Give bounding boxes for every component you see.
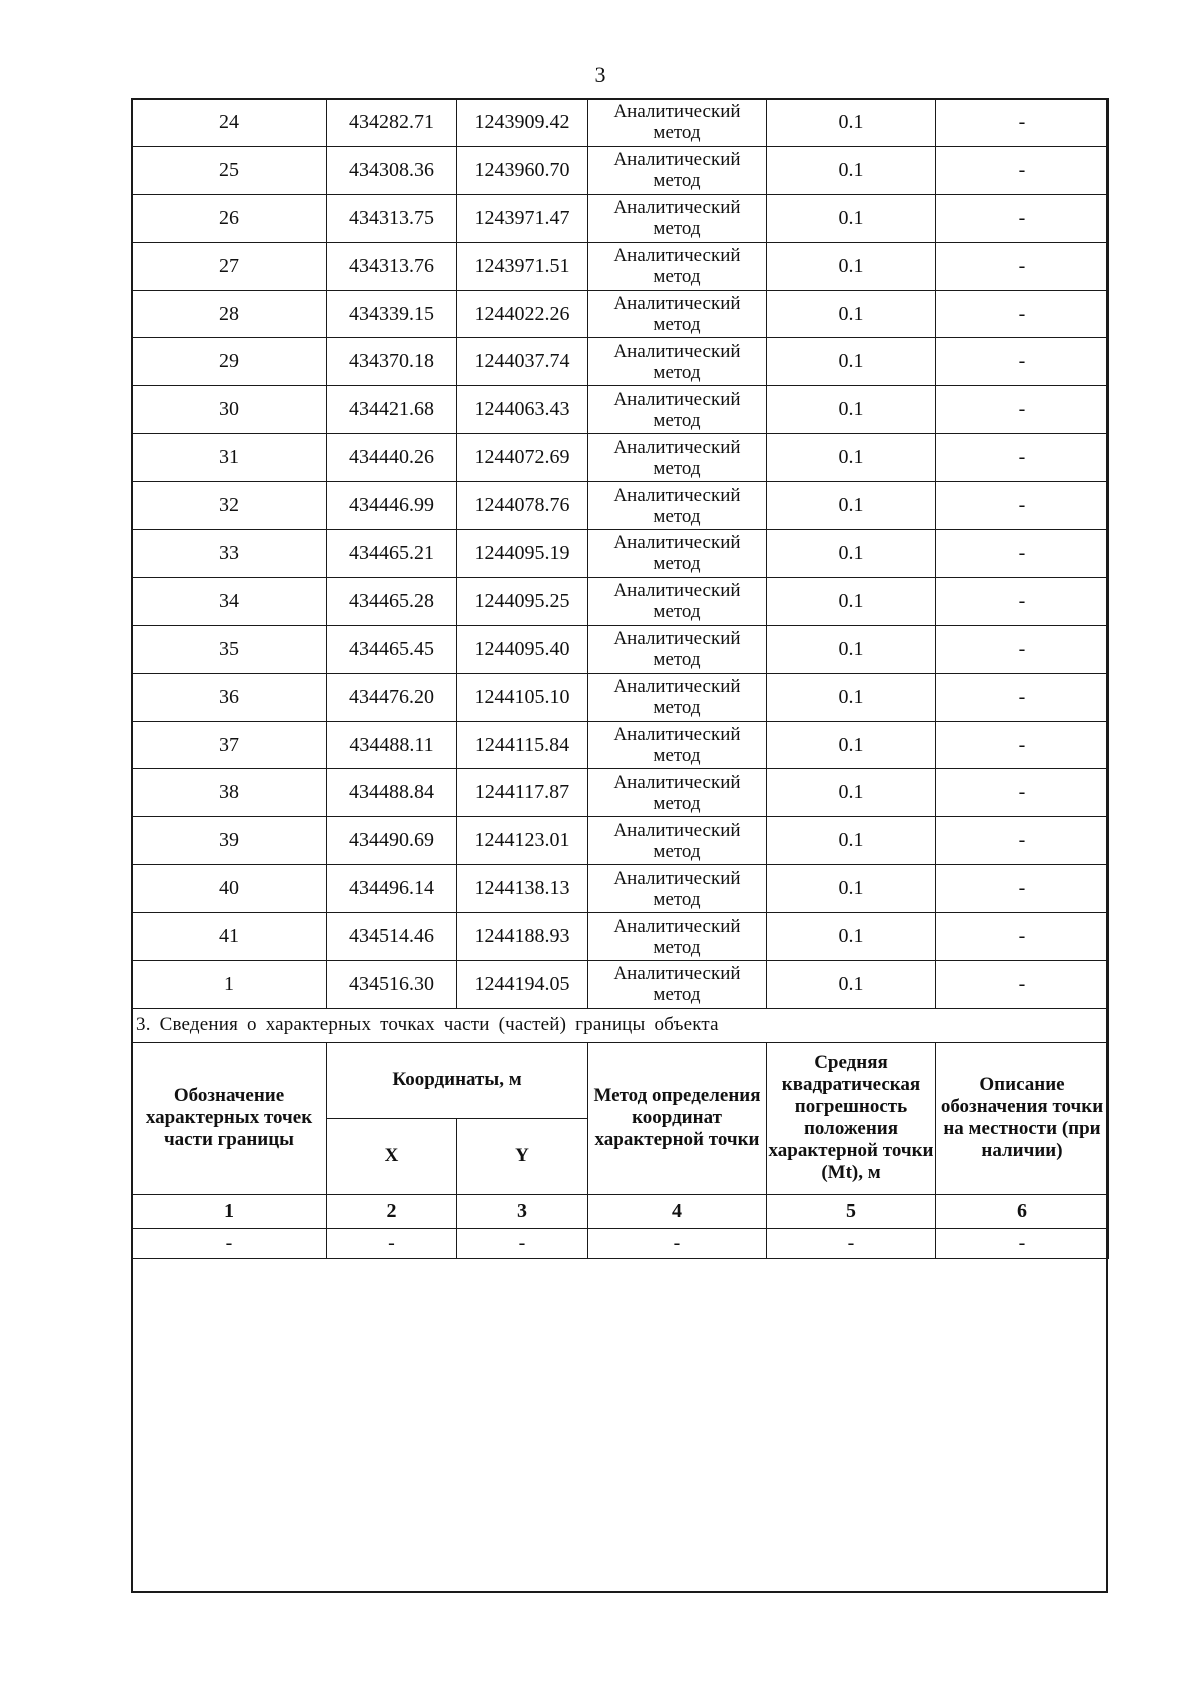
column-number: 5 <box>767 1194 936 1228</box>
method-text: метод <box>653 745 701 767</box>
error-cell: 0.1 <box>767 817 936 865</box>
method-cell <box>588 577 767 625</box>
description-cell: - <box>936 961 1109 1009</box>
description-cell: - <box>936 769 1109 817</box>
method-text: метод <box>653 122 701 144</box>
y-cell: 1244115.84 <box>457 721 588 769</box>
table-row <box>132 961 1109 1009</box>
method-text: Аналитический <box>613 532 741 554</box>
description-cell: - <box>936 817 1109 865</box>
y-cell: 1244037.74 <box>457 338 588 386</box>
method-cell <box>588 242 767 290</box>
description-cell: - <box>936 530 1109 578</box>
method-cell <box>588 146 767 194</box>
method-cell <box>588 625 767 673</box>
method-text: метод <box>653 314 701 335</box>
method-text: Аналитический <box>613 724 741 746</box>
description-cell: - <box>936 482 1109 530</box>
x-cell: 434282.71 <box>327 99 457 147</box>
x-cell: 434476.20 <box>327 673 457 721</box>
x-cell: 434465.28 <box>327 577 457 625</box>
error-cell: 0.1 <box>767 530 936 578</box>
description-cell: - <box>936 242 1109 290</box>
y-cell: 1244078.76 <box>457 482 588 530</box>
point-cell: 31 <box>132 434 327 482</box>
table-row <box>132 769 1109 817</box>
method-text: метод <box>653 792 701 814</box>
description-cell: - <box>936 721 1109 769</box>
column-number: 1 <box>132 1194 327 1228</box>
y-cell: 1244123.01 <box>457 817 588 865</box>
column-numbers-row <box>132 1194 1109 1228</box>
empty-cell: - <box>936 1228 1109 1258</box>
header-y: Y <box>457 1118 588 1194</box>
section3 <box>132 1008 1109 1258</box>
method-cell <box>588 721 767 769</box>
empty-cell: - <box>132 1228 327 1258</box>
x-cell: 434446.99 <box>327 482 457 530</box>
x-cell: 434313.75 <box>327 194 457 242</box>
method-text: метод <box>653 888 701 910</box>
header-coordinates: Координаты, м <box>327 1042 588 1118</box>
method-text: Аналитический <box>613 245 741 267</box>
y-cell: 1244117.87 <box>457 769 588 817</box>
y-cell: 1244194.05 <box>457 961 588 1009</box>
method-text: метод <box>653 697 701 719</box>
x-cell: 434421.68 <box>327 386 457 434</box>
description-cell: - <box>936 625 1109 673</box>
point-cell: 1 <box>132 961 327 1009</box>
x-cell: 434313.76 <box>327 242 457 290</box>
section3-title: 3. Сведения о характерных точках части (частей) границы объекта <box>132 1008 1109 1042</box>
method-text: Аналитический <box>613 101 741 123</box>
y-cell: 1244095.25 <box>457 577 588 625</box>
method-text: Аналитический <box>613 293 741 314</box>
table-row <box>132 434 1109 482</box>
table-row <box>132 242 1109 290</box>
error-cell: 0.1 <box>767 769 936 817</box>
method-text: Аналитический <box>613 580 741 602</box>
point-cell: 27 <box>132 242 327 290</box>
y-cell: 1243909.42 <box>457 99 588 147</box>
method-text: Аналитический <box>613 676 741 698</box>
point-cell: 26 <box>132 194 327 242</box>
method-text: метод <box>653 649 701 671</box>
x-cell: 434339.15 <box>327 290 457 338</box>
column-number: 2 <box>327 1194 457 1228</box>
error-cell: 0.1 <box>767 338 936 386</box>
x-cell: 434488.11 <box>327 721 457 769</box>
method-text: Аналитический <box>613 197 741 219</box>
empty-row <box>132 1228 1109 1258</box>
method-text: метод <box>653 218 701 240</box>
y-cell: 1244063.43 <box>457 386 588 434</box>
description-cell: - <box>936 913 1109 961</box>
table-row <box>132 817 1109 865</box>
table-row <box>132 721 1109 769</box>
description-cell: - <box>936 99 1109 147</box>
error-cell: 0.1 <box>767 721 936 769</box>
description-cell: - <box>936 194 1109 242</box>
point-cell: 37 <box>132 721 327 769</box>
method-text: метод <box>653 553 701 575</box>
point-cell: 35 <box>132 625 327 673</box>
column-number: 3 <box>457 1194 588 1228</box>
page-number: 3 <box>594 62 606 87</box>
point-cell: 30 <box>132 386 327 434</box>
table-row <box>132 577 1109 625</box>
error-cell: 0.1 <box>767 673 936 721</box>
error-cell: 0.1 <box>767 99 936 147</box>
method-text: метод <box>653 601 701 623</box>
y-cell: 1244138.13 <box>457 865 588 913</box>
method-cell <box>588 338 767 386</box>
point-cell: 25 <box>132 146 327 194</box>
x-cell: 434488.84 <box>327 769 457 817</box>
method-cell <box>588 482 767 530</box>
error-cell: 0.1 <box>767 865 936 913</box>
header-description: Описание обозначения точки на местности (при наличии) <box>936 1042 1109 1194</box>
method-text: Аналитический <box>613 436 741 458</box>
point-cell: 24 <box>132 99 327 147</box>
error-cell: 0.1 <box>767 242 936 290</box>
method-cell <box>588 434 767 482</box>
table-row <box>132 865 1109 913</box>
x-cell: 434496.14 <box>327 865 457 913</box>
empty-cell: - <box>767 1228 936 1258</box>
method-cell <box>588 817 767 865</box>
table-row <box>132 913 1109 961</box>
boundary-points-body <box>132 99 1109 1009</box>
error-cell: 0.1 <box>767 146 936 194</box>
y-cell: 1244095.19 <box>457 530 588 578</box>
table-row <box>132 530 1109 578</box>
boundary-points-table <box>131 98 1109 1259</box>
method-text: метод <box>653 409 701 431</box>
header-x: X <box>327 1118 457 1194</box>
method-text: Аналитический <box>613 340 741 362</box>
point-cell: 40 <box>132 865 327 913</box>
empty-cell: - <box>457 1228 588 1258</box>
method-cell <box>588 673 767 721</box>
method-text: метод <box>653 505 701 527</box>
method-cell <box>588 961 767 1009</box>
y-cell: 1243960.70 <box>457 146 588 194</box>
point-cell: 28 <box>132 290 327 338</box>
y-cell: 1243971.51 <box>457 242 588 290</box>
method-text: Аналитический <box>613 628 741 650</box>
point-cell: 32 <box>132 482 327 530</box>
method-text: метод <box>653 984 701 1006</box>
point-cell: 39 <box>132 817 327 865</box>
point-cell: 38 <box>132 769 327 817</box>
x-cell: 434440.26 <box>327 434 457 482</box>
description-cell: - <box>936 434 1109 482</box>
column-number: 6 <box>936 1194 1109 1228</box>
y-cell: 1244105.10 <box>457 673 588 721</box>
empty-cell: - <box>327 1228 457 1258</box>
error-cell: 0.1 <box>767 913 936 961</box>
table-row <box>132 194 1109 242</box>
table-row <box>132 625 1109 673</box>
header-error: Средняя квадратическая погрешность положения характерной точки (Mt), м <box>767 1042 936 1194</box>
method-cell <box>588 530 767 578</box>
method-text: Аналитический <box>613 484 741 506</box>
empty-cell: - <box>588 1228 767 1258</box>
x-cell: 434308.36 <box>327 146 457 194</box>
method-text: метод <box>653 457 701 479</box>
method-cell <box>588 913 767 961</box>
method-text: метод <box>653 936 701 958</box>
point-cell: 36 <box>132 673 327 721</box>
point-cell: 33 <box>132 530 327 578</box>
method-cell <box>588 386 767 434</box>
column-number: 4 <box>588 1194 767 1228</box>
method-text: метод <box>653 266 701 288</box>
y-cell: 1244072.69 <box>457 434 588 482</box>
description-cell: - <box>936 577 1109 625</box>
table-row <box>132 146 1109 194</box>
table-row <box>132 386 1109 434</box>
x-cell: 434490.69 <box>327 817 457 865</box>
description-cell: - <box>936 146 1109 194</box>
method-text: Аналитический <box>613 771 741 793</box>
method-text: метод <box>653 840 701 862</box>
table-row <box>132 673 1109 721</box>
method-text: Аналитический <box>613 149 741 171</box>
point-cell: 34 <box>132 577 327 625</box>
table-row <box>132 99 1109 147</box>
error-cell: 0.1 <box>767 625 936 673</box>
method-text: Аналитический <box>613 915 741 937</box>
y-cell: 1244022.26 <box>457 290 588 338</box>
x-cell: 434465.45 <box>327 625 457 673</box>
header-point: Обозначение характерных точек части границы <box>132 1042 327 1194</box>
header-method: Метод определения координат характерной точки <box>588 1042 767 1194</box>
x-cell: 434514.46 <box>327 913 457 961</box>
error-cell: 0.1 <box>767 961 936 1009</box>
method-cell <box>588 99 767 147</box>
description-cell: - <box>936 338 1109 386</box>
x-cell: 434465.21 <box>327 530 457 578</box>
table-row <box>132 290 1109 338</box>
x-cell: 434370.18 <box>327 338 457 386</box>
x-cell: 434516.30 <box>327 961 457 1009</box>
method-text: Аналитический <box>613 963 741 985</box>
y-cell: 1244188.93 <box>457 913 588 961</box>
error-cell: 0.1 <box>767 386 936 434</box>
error-cell: 0.1 <box>767 577 936 625</box>
point-cell: 41 <box>132 913 327 961</box>
method-text: метод <box>653 361 701 383</box>
description-cell: - <box>936 290 1109 338</box>
y-cell: 1244095.40 <box>457 625 588 673</box>
y-cell: 1243971.47 <box>457 194 588 242</box>
error-cell: 0.1 <box>767 290 936 338</box>
description-cell: - <box>936 673 1109 721</box>
method-text: Аналитический <box>613 819 741 841</box>
method-cell <box>588 865 767 913</box>
table-row <box>132 482 1109 530</box>
method-cell <box>588 290 767 338</box>
error-cell: 0.1 <box>767 434 936 482</box>
point-cell: 29 <box>132 338 327 386</box>
method-cell <box>588 769 767 817</box>
method-text: метод <box>653 170 701 192</box>
table-row <box>132 338 1109 386</box>
error-cell: 0.1 <box>767 194 936 242</box>
method-cell <box>588 194 767 242</box>
method-text: Аналитический <box>613 388 741 410</box>
method-text: Аналитический <box>613 867 741 889</box>
description-cell: - <box>936 865 1109 913</box>
error-cell: 0.1 <box>767 482 936 530</box>
description-cell: - <box>936 386 1109 434</box>
